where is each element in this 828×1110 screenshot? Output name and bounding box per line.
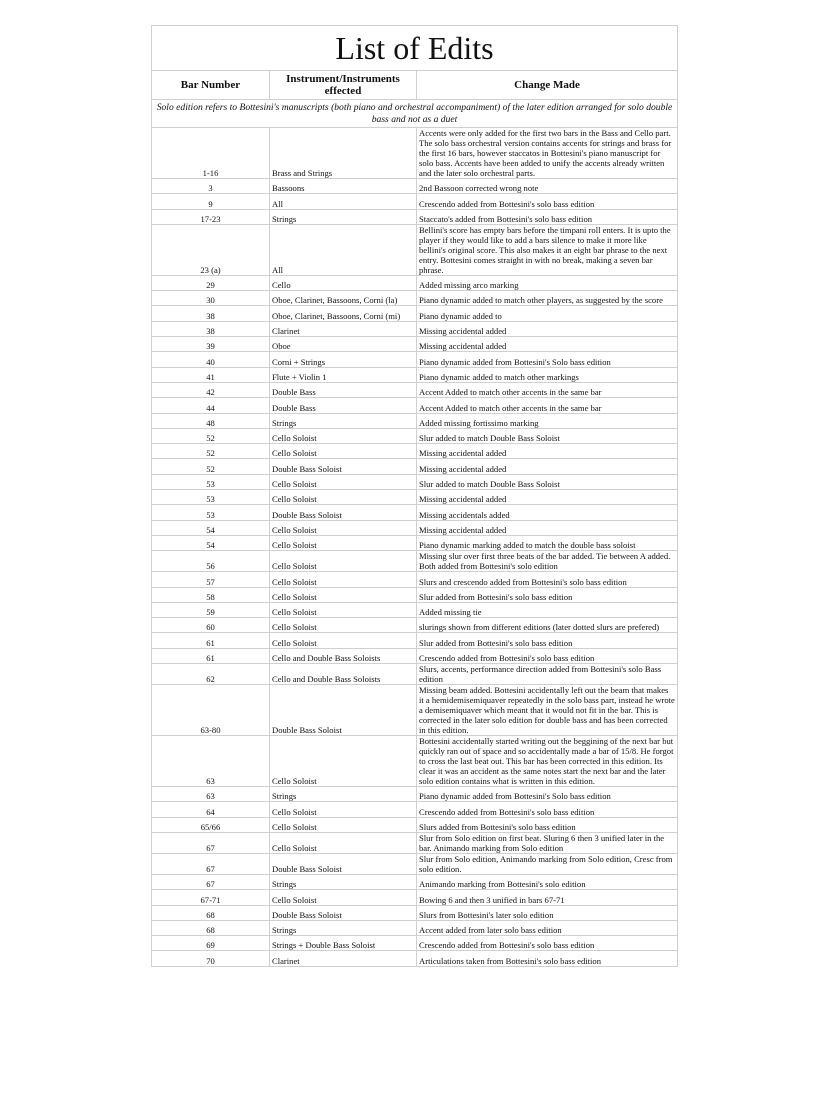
bar-number-cell: 53: [152, 474, 270, 489]
table-row: [152, 587, 678, 602]
change-cell: Added missing fortissimo marking: [417, 413, 678, 428]
change-cell: Accents were only added for the first two bars in the Bass and Cello part. The solo bass orchestral version contains accents for strings and brass for the first 16 bars, however staccatos in Bottesini's piano manuscript for solo bass. Accents have been added to unify the accents already written and the later solo orchestral parts.: [417, 128, 678, 179]
table-row: [152, 602, 678, 617]
header-instrument: Instrument/Instruments effected: [270, 71, 417, 100]
table-row: [152, 179, 678, 194]
instrument-cell: Flute + Violin 1: [270, 367, 417, 382]
change-cell: Slur from Solo edition on first beat. Sluring 6 then 3 unified later in the bar. Animando marking from Solo edition: [417, 832, 678, 853]
instrument-cell: All: [270, 194, 417, 209]
instrument-cell: Cello Soloist: [270, 572, 417, 587]
change-cell: Slur added from Bottesini's solo bass edition: [417, 633, 678, 648]
bar-number-cell: 63-80: [152, 685, 270, 736]
instrument-cell: Cello Soloist: [270, 428, 417, 443]
bar-number-cell: 39: [152, 337, 270, 352]
instrument-cell: Cello Soloist: [270, 802, 417, 817]
table-row: [152, 685, 678, 736]
bar-number-cell: 65/66: [152, 817, 270, 832]
change-cell: Slur added from Bottesini's solo bass edition: [417, 587, 678, 602]
instrument-cell: Cello Soloist: [270, 535, 417, 550]
table-row: [152, 633, 678, 648]
change-cell: Missing accidentals added: [417, 505, 678, 520]
bar-number-cell: 44: [152, 398, 270, 413]
change-cell: Missing beam added. Bottesini accidentally left out the beam that makes it a hemidemisemiquaver repeatedly in the solo bass part, instead he wrote a demisemiquaver which meant that it would not fit in the bar. This is corrected in the later solo edition for double bass and has been corrected in this edition.: [417, 685, 678, 736]
change-cell: Added missing tie: [417, 602, 678, 617]
change-cell: Slur added to match Double Bass Soloist: [417, 428, 678, 443]
table-row: [152, 382, 678, 397]
bar-number-cell: 69: [152, 936, 270, 951]
instrument-cell: Cello Soloist: [270, 736, 417, 787]
solo-edition-note: Solo edition refers to Bottesini's manuscripts (both piano and orchestral accompaniment) of the later edition arranged for solo double bass and not as a duet: [152, 100, 678, 128]
table-row: [152, 951, 678, 966]
table-row: [152, 890, 678, 905]
instrument-cell: Oboe, Clarinet, Bassoons, Corni (mi): [270, 306, 417, 321]
change-cell: Missing accidental added: [417, 321, 678, 336]
table-row: [152, 474, 678, 489]
instrument-cell: Cello: [270, 275, 417, 290]
page-title: List of Edits: [152, 26, 678, 71]
table-row: [152, 459, 678, 474]
bar-number-cell: 63: [152, 787, 270, 802]
table-row: [152, 572, 678, 587]
table-row: [152, 367, 678, 382]
table-row: [152, 337, 678, 352]
change-cell: Animando marking from Bottesini's solo edition: [417, 874, 678, 889]
header-bar-number: Bar Number: [152, 71, 270, 100]
instrument-cell: Double Bass Soloist: [270, 853, 417, 874]
instrument-cell: Cello Soloist: [270, 832, 417, 853]
instrument-cell: Strings: [270, 787, 417, 802]
instrument-cell: Double Bass Soloist: [270, 905, 417, 920]
table-row: [152, 209, 678, 224]
change-cell: Slur from Solo edition, Animando marking from Solo edition, Cresc from solo edition.: [417, 853, 678, 874]
change-cell: Accent Added to match other accents in the same bar: [417, 382, 678, 397]
instrument-cell: Cello Soloist: [270, 474, 417, 489]
change-cell: Piano dynamic added from Bottesini's Solo bass edition: [417, 352, 678, 367]
change-cell: Piano dynamic added from Bottesini's Solo bass edition: [417, 787, 678, 802]
table-row: [152, 352, 678, 367]
bar-number-cell: 38: [152, 321, 270, 336]
bar-number-cell: 67: [152, 853, 270, 874]
table-row: [152, 787, 678, 802]
instrument-cell: Cello and Double Bass Soloists: [270, 664, 417, 685]
instrument-cell: Brass and Strings: [270, 128, 417, 179]
instrument-cell: Cello Soloist: [270, 520, 417, 535]
change-cell: Slur added to match Double Bass Soloist: [417, 474, 678, 489]
change-cell: Piano dynamic marking added to match the double bass soloist: [417, 535, 678, 550]
bar-number-cell: 56: [152, 551, 270, 572]
change-cell: Accent added from later solo bass edition: [417, 920, 678, 935]
bar-number-cell: 54: [152, 535, 270, 550]
bar-number-cell: 52: [152, 459, 270, 474]
change-cell: Crescendo added from Bottesini's solo bass edition: [417, 802, 678, 817]
instrument-cell: Strings: [270, 413, 417, 428]
bar-number-cell: 54: [152, 520, 270, 535]
table-row: [152, 224, 678, 275]
bar-number-cell: 63: [152, 736, 270, 787]
table-row: [152, 128, 678, 179]
change-cell: Added missing arco marking: [417, 275, 678, 290]
bar-number-cell: 68: [152, 920, 270, 935]
bar-number-cell: 42: [152, 382, 270, 397]
bar-number-cell: 67-71: [152, 890, 270, 905]
instrument-cell: Double Bass: [270, 398, 417, 413]
table-row: [152, 736, 678, 787]
instrument-cell: Cello Soloist: [270, 890, 417, 905]
table-row: [152, 428, 678, 443]
bar-number-cell: 57: [152, 572, 270, 587]
table-row: [152, 291, 678, 306]
table-row: [152, 618, 678, 633]
change-cell: Piano dynamic added to match other markings: [417, 367, 678, 382]
bar-number-cell: 23 (a): [152, 224, 270, 275]
bar-number-cell: 1-16: [152, 128, 270, 179]
table-row: [152, 444, 678, 459]
bar-number-cell: 9: [152, 194, 270, 209]
bar-number-cell: 53: [152, 490, 270, 505]
bar-number-cell: 29: [152, 275, 270, 290]
change-cell: Missing accidental added: [417, 520, 678, 535]
bar-number-cell: 59: [152, 602, 270, 617]
bar-number-cell: 48: [152, 413, 270, 428]
table-row: [152, 920, 678, 935]
change-cell: Slurs, accents, performance direction added from Bottesini's solo Bass edition: [417, 664, 678, 685]
instrument-cell: Clarinet: [270, 321, 417, 336]
bar-number-cell: 61: [152, 648, 270, 663]
bar-number-cell: 62: [152, 664, 270, 685]
table-row: [152, 664, 678, 685]
change-cell: Piano dynamic added to: [417, 306, 678, 321]
bar-number-cell: 61: [152, 633, 270, 648]
table-row: [152, 520, 678, 535]
table-row: [152, 413, 678, 428]
change-cell: Crescendo added from Bottesini's solo bass edition: [417, 194, 678, 209]
instrument-cell: Cello Soloist: [270, 817, 417, 832]
edits-rows: [152, 128, 678, 967]
instrument-cell: Double Bass Soloist: [270, 685, 417, 736]
instrument-cell: Double Bass: [270, 382, 417, 397]
bar-number-cell: 64: [152, 802, 270, 817]
change-cell: Accent Added to match other accents in the same bar: [417, 398, 678, 413]
table-row: [152, 194, 678, 209]
edits-table: [151, 25, 678, 967]
instrument-cell: Double Bass Soloist: [270, 459, 417, 474]
instrument-cell: Double Bass Soloist: [270, 505, 417, 520]
change-cell: Piano dynamic added to match other players, as suggested by the score: [417, 291, 678, 306]
instrument-cell: Cello Soloist: [270, 490, 417, 505]
bar-number-cell: 58: [152, 587, 270, 602]
instrument-cell: Cello Soloist: [270, 618, 417, 633]
bar-number-cell: 53: [152, 505, 270, 520]
bar-number-cell: 40: [152, 352, 270, 367]
table-row: [152, 817, 678, 832]
change-cell: Slurs from Bottesini's later solo edition: [417, 905, 678, 920]
bar-number-cell: 67: [152, 832, 270, 853]
change-cell: Missing slur over first three beats of the bar added. Tie between A added. Both added from Bottesini's solo edition: [417, 551, 678, 572]
change-cell: Bowing 6 and then 3 unified in bars 67-71: [417, 890, 678, 905]
table-row: [152, 490, 678, 505]
change-cell: Crescendo added from Bottesini's solo bass edition: [417, 936, 678, 951]
bar-number-cell: 17-23: [152, 209, 270, 224]
edits-document: [151, 25, 677, 967]
change-cell: Bottesini accidentally started writing out the beggining of the next bar but quickly ran out of space and so accidentally made a bar of 15/8. He forgot to cross the last beat out. This bar has been corrected in this edition. Its clear it was an accident as the same notes start the next bar and the later solo edition contains what is written in this edition.: [417, 736, 678, 787]
change-cell: Missing accidental added: [417, 337, 678, 352]
change-cell: 2nd Bassoon corrected wrong note: [417, 179, 678, 194]
change-cell: slurings shown from different editions (later dotted slurs are prefered): [417, 618, 678, 633]
change-cell: Missing accidental added: [417, 444, 678, 459]
change-cell: Articulations taken from Bottesini's solo bass edition: [417, 951, 678, 966]
table-row: [152, 905, 678, 920]
instrument-cell: Cello Soloist: [270, 587, 417, 602]
change-cell: Slurs and crescendo added from Bottesini's solo bass edition: [417, 572, 678, 587]
header-change: Change Made: [417, 71, 678, 100]
instrument-cell: Strings: [270, 874, 417, 889]
bar-number-cell: 41: [152, 367, 270, 382]
instrument-cell: Strings: [270, 209, 417, 224]
instrument-cell: Oboe: [270, 337, 417, 352]
bar-number-cell: 3: [152, 179, 270, 194]
instrument-cell: All: [270, 224, 417, 275]
instrument-cell: Cello and Double Bass Soloists: [270, 648, 417, 663]
bar-number-cell: 68: [152, 905, 270, 920]
change-cell: Crescendo added from Bottesini's solo bass edition: [417, 648, 678, 663]
change-cell: Missing accidental added: [417, 490, 678, 505]
table-row: [152, 936, 678, 951]
instrument-cell: Cello Soloist: [270, 444, 417, 459]
bar-number-cell: 67: [152, 874, 270, 889]
instrument-cell: Strings: [270, 920, 417, 935]
change-cell: Missing accidental added: [417, 459, 678, 474]
bar-number-cell: 38: [152, 306, 270, 321]
table-row: [152, 874, 678, 889]
change-cell: Bellini's score has empty bars before the timpani roll enters. It is upto the player if they would like to add a bars silence to make it more like bellini's original score. This also makes it an eight bar phrase to the next entry. Bottesini comes straight in with no break, making a seven bar phrase.: [417, 224, 678, 275]
table-row: [152, 535, 678, 550]
table-row: [152, 853, 678, 874]
table-row: [152, 505, 678, 520]
instrument-cell: Oboe, Clarinet, Bassoons, Corni (la): [270, 291, 417, 306]
bar-number-cell: 70: [152, 951, 270, 966]
instrument-cell: Corni + Strings: [270, 352, 417, 367]
table-row: [152, 648, 678, 663]
table-row: [152, 321, 678, 336]
instrument-cell: Bassoons: [270, 179, 417, 194]
bar-number-cell: 60: [152, 618, 270, 633]
bar-number-cell: 52: [152, 428, 270, 443]
instrument-cell: Cello Soloist: [270, 633, 417, 648]
table-row: [152, 275, 678, 290]
table-row: [152, 802, 678, 817]
table-row: [152, 832, 678, 853]
table-row: [152, 306, 678, 321]
instrument-cell: Clarinet: [270, 951, 417, 966]
bar-number-cell: 52: [152, 444, 270, 459]
instrument-cell: Strings + Double Bass Soloist: [270, 936, 417, 951]
change-cell: Staccato's added from Bottesini's solo bass edition: [417, 209, 678, 224]
bar-number-cell: 30: [152, 291, 270, 306]
instrument-cell: Cello Soloist: [270, 551, 417, 572]
table-row: [152, 398, 678, 413]
change-cell: Slurs added from Bottesini's solo bass edition: [417, 817, 678, 832]
instrument-cell: Cello Soloist: [270, 602, 417, 617]
table-row: [152, 551, 678, 572]
